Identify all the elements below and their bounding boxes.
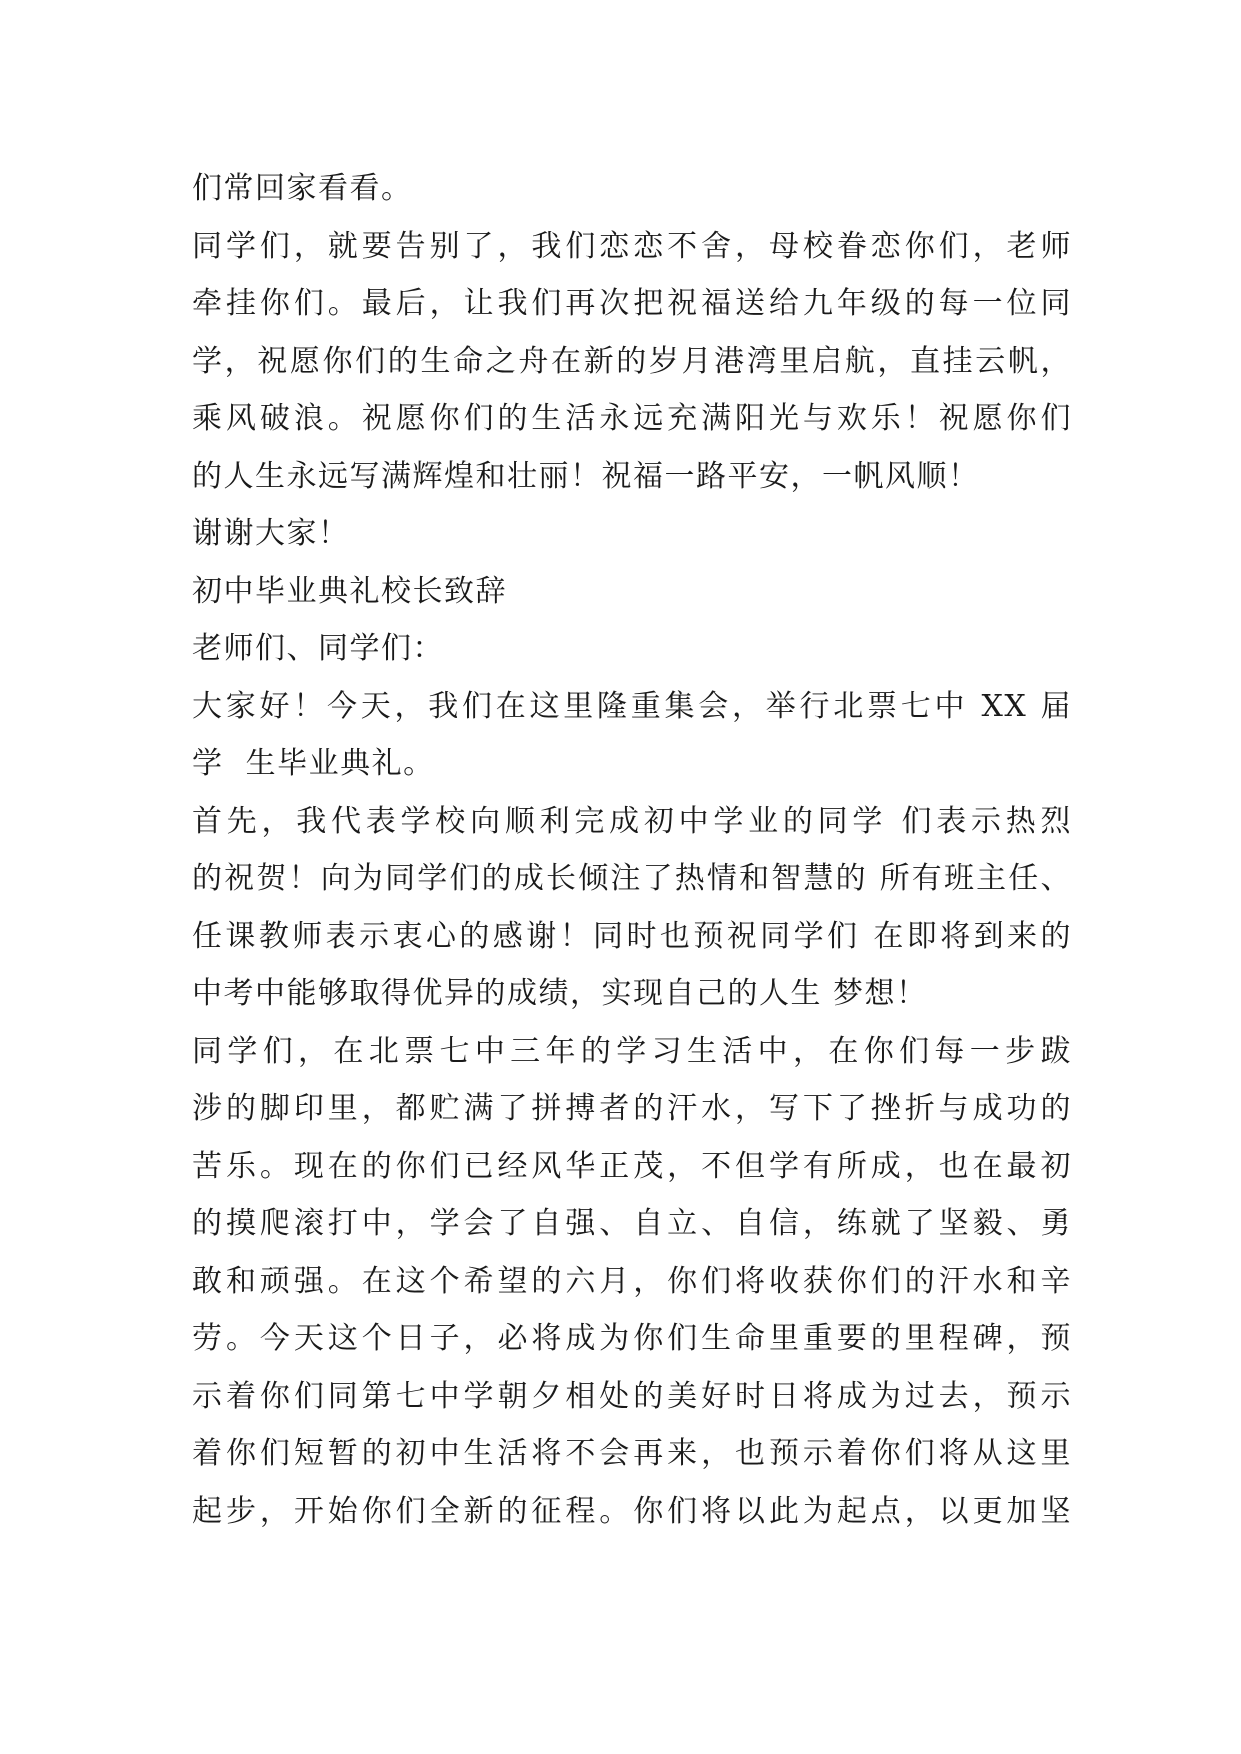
text-line: 首先，我代表学校向顺利完成初中学业的同学 们表示热烈 — [192, 803, 1072, 839]
text-line: 中考中能够取得优异的成绩，实现自己的人生 梦想！ — [192, 976, 928, 1011]
text-line: 劳。今天这个日子，必将成为你们生命里重要的里程碑，预 — [192, 1321, 1072, 1356]
text-line: 学 生毕业典礼。 — [192, 746, 435, 781]
text-line: 大家好！今天，我们在这里隆重集会，举行北票七中 XX 届 — [192, 688, 1072, 724]
text-line: 的祝贺！向为同学们的成长倾注了热情和智慧的 所有班主任、 — [192, 861, 1072, 896]
text-line: 苦乐。现在的你们已经风华正茂，不但学有所成，也在最初 — [192, 1148, 1072, 1184]
text-line: 着你们短暂的初中生活将不会再来，也预示着你们将从这里 — [192, 1436, 1072, 1471]
text-line: 学，祝愿你们的生命之舟在新的岁月港湾里启航，直挂云帆， — [192, 343, 1072, 379]
text-line: 涉的脚印里，都贮满了拼搏者的汗水，写下了挫折与成功的 — [192, 1091, 1072, 1126]
text-line: 老师们、同学们： — [192, 631, 444, 666]
text-line: 的摸爬滚打中，学会了自强、自立、自信，练就了坚毅、勇 — [192, 1206, 1072, 1241]
text-line: 同学们，就要告别了，我们恋恋不舍，母校眷恋你们，老师 — [192, 228, 1072, 264]
text-line: 乘风破浪。祝愿你们的生活永远充满阳光与欢乐！祝愿你们 — [192, 401, 1072, 436]
text-line: 示着你们同第七中学朝夕相处的美好时日将成为过去，预示 — [192, 1378, 1072, 1414]
document-body — [192, 160, 1072, 1540]
text-line: 起步，开始你们全新的征程。你们将以此为起点，以更加坚 — [192, 1493, 1072, 1529]
section-heading: 初中毕业典礼校长致辞 — [192, 573, 507, 609]
text-line: 的人生永远写满辉煌和壮丽！祝福一路平安，一帆风顺！ — [192, 458, 980, 494]
text-line: 敢和顽强。在这个希望的六月，你们将收获你们的汗水和辛 — [192, 1263, 1072, 1299]
text-line: 们常回家看看。 — [192, 171, 413, 206]
text-line: 牵挂你们。最后，让我们再次把祝福送给九年级的每一位同 — [192, 286, 1072, 321]
text-line: 任课教师表示衷心的感谢！同时也预祝同学们 在即将到来的 — [192, 918, 1072, 954]
text-line: 谢谢大家！ — [192, 516, 350, 551]
text-line: 同学们，在北票七中三年的学习生活中，在你们每一步跋 — [192, 1033, 1072, 1069]
